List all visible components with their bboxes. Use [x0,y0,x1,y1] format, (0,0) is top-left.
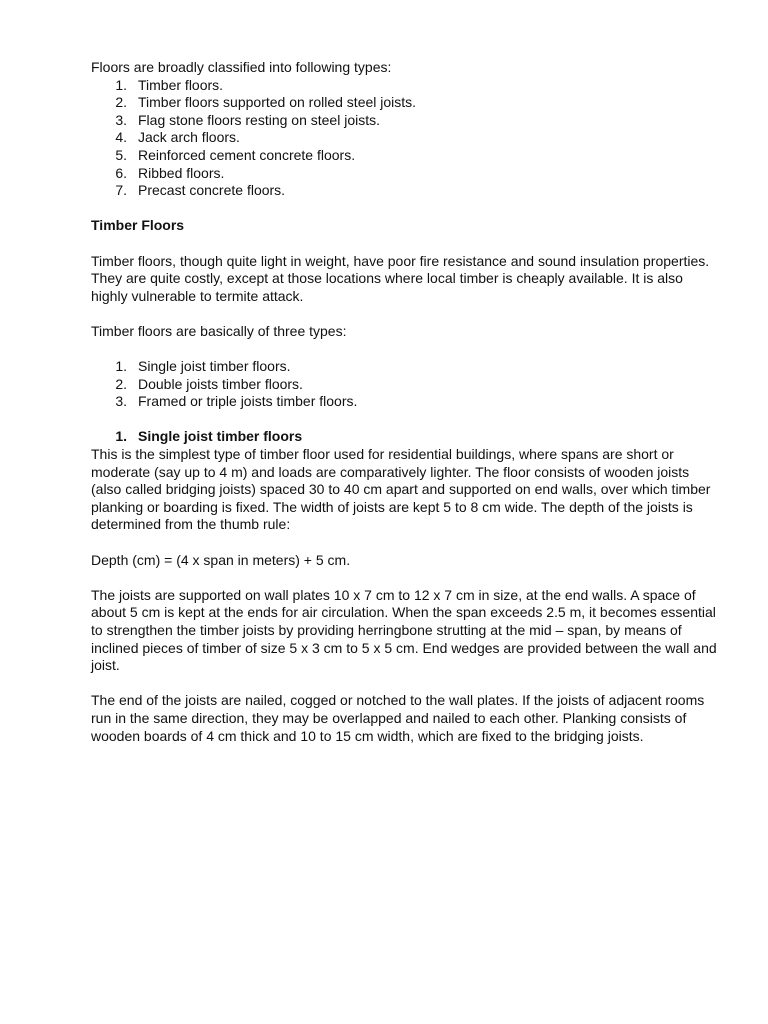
list-item-text: Flag stone floors resting on steel joists. [138,111,381,128]
list-item [91,94,721,112]
list-item-text: Ribbed floors. [138,164,225,181]
list-item [91,393,721,411]
list-item [91,77,721,95]
timber-types-list [91,358,721,411]
spacer [91,411,721,429]
list-item-text: Single joist timber floors. [138,358,291,375]
list-item [91,376,721,394]
joists-end-paragraph: The end of the joists are nailed, cogged or notched to the wall plates. If the joists of adjacent rooms run in the same direction, they may be overlapped and nailed to each other. Planking consists of wooden boards of 4 cm thick and 10 to 15 cm width, which are fixed to the bridging joists. [91,692,705,744]
list-number: 5. [115,146,127,163]
spacer [91,200,721,218]
heading-text: Single joist timber floors [138,428,303,445]
spacer [91,534,721,552]
list-item-text: Double joists timber floors. [138,375,303,392]
list-number: 2. [115,94,127,111]
list-item [91,182,721,200]
joists-support-paragraph: The joists are supported on wall plates 10 x 7 cm to 12 x 7 cm in size, at the end walls. A space of about 5 cm is kept at the ends for air circulation. When the span exceeds 2.5 m, it becomes essential to strengthen the timber joists by providing herringbone strutting at the mid – span, by means of inclined pieces of timber of size 5 x 3 cm to 5 x 5 cm. End wedges are provided between the wall and joist. [91,586,717,674]
list-item [91,147,721,165]
list-number: 7. [115,182,127,199]
list-item [91,129,721,147]
list-item [91,165,721,183]
floor-types-list [91,77,721,200]
spacer [91,569,721,587]
heading-number: 1. [115,428,127,445]
list-item-text: Jack arch floors. [138,129,240,146]
list-number: 1. [115,358,127,375]
list-number: 1. [115,76,127,93]
document-page [91,59,721,745]
list-number: 3. [115,393,127,410]
spacer [91,675,721,693]
timber-types-intro: Timber floors are basically of three types: [91,322,347,339]
list-number: 4. [115,129,127,146]
list-item-text: Reinforced cement concrete floors. [138,146,356,163]
list-item [91,358,721,376]
list-number: 2. [115,375,127,392]
spacer [91,235,721,253]
timber-paragraph: Timber floors, though quite light in weight, have poor fire resistance and sound insulation properties. They are quite costly, except at those locations where local timber is cheaply available. It is also highly vulnerable to termite attack. [91,252,710,304]
list-number: 3. [115,111,127,128]
spacer [91,341,721,359]
subsection-heading-single-joist [91,428,721,446]
list-item-text: Framed or triple joists timber floors. [138,393,358,410]
single-joist-paragraph: This is the simplest type of timber floor used for residential buildings, where spans are short or moderate (say up to 4 m) and loads are comparatively lighter. The floor consists of wooden joists (also called bridging joists) spaced 30 to 40 cm apart and supported on end walls, over which timber planking or boarding is fixed. The width of joists are kept 5 to 8 cm wide. The depth of the joists is determined from the thumb rule: [91,446,711,533]
list-number: 6. [115,164,127,181]
intro-text: Floors are broadly classified into following types: [91,59,392,75]
section-heading-timber-floors: Timber Floors [91,217,185,234]
spacer [91,305,721,323]
list-item-text: Precast concrete floors. [138,182,286,199]
list-item [91,112,721,130]
depth-formula: Depth (cm) = (4 x span in meters) + 5 cm. [91,551,351,568]
list-item-text: Timber floors supported on rolled steel joists. [138,94,417,111]
list-item-text: Timber floors. [138,76,224,93]
